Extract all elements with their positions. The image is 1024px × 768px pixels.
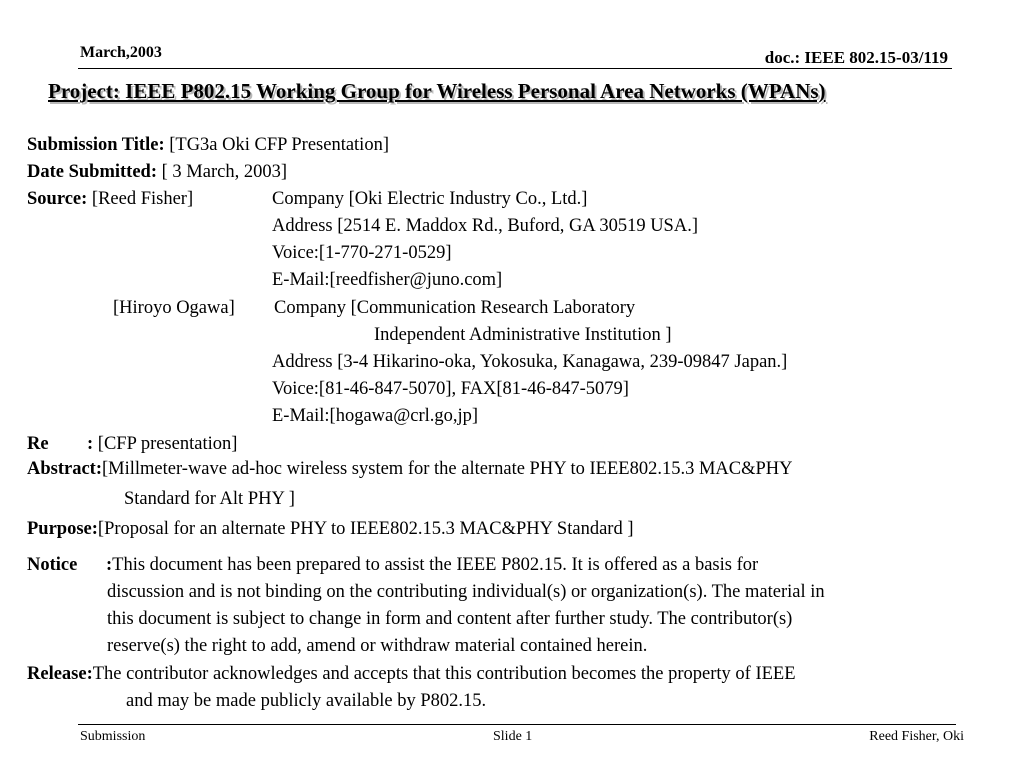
re-row (27, 434, 237, 455)
source-label: Source: (27, 189, 88, 209)
purpose-value: [Proposal for an alternate PHY to IEEE802.15.3 MAC&PHY Standard ] (97, 519, 634, 539)
release-line1: The contributor acknowledges and accepts that this contribution becomes the property of IEEE (92, 664, 796, 684)
abstract-line1: [Millmeter-wave ad-hoc wireless system for the alternate PHY to IEEE802.15.3 MAC&PHY (102, 459, 793, 479)
notice-label: Notice (27, 555, 78, 575)
source-row (27, 189, 193, 210)
re-value: [CFP presentation] (97, 434, 238, 454)
author2-name: [Hiroyo Ogawa] (113, 298, 235, 318)
re-colon: : (87, 434, 94, 454)
footer-slide-number: Slide 1 (493, 729, 533, 744)
release-row (27, 664, 796, 685)
date-submitted-label: Date Submitted: (27, 162, 158, 182)
author2-address: Address [3-4 Hikarino-oka, Yokosuka, Kanagawa, 239-09847 Japan.] (272, 352, 788, 372)
abstract-line2: Standard for Alt PHY ] (124, 489, 295, 509)
notice-line2: discussion and is not binding on the contributing individual(s) or organization(s). The material in (107, 582, 825, 602)
notice-colon: : (106, 555, 113, 575)
author1-company: Company [Oki Electric Industry Co., Ltd.] (272, 189, 588, 209)
date-submitted-value: [ 3 March, 2003] (161, 162, 287, 182)
notice-line1: This document has been prepared to assist the IEEE P802.15. It is offered as a basis for (112, 555, 759, 575)
author2-company: Company [Communication Research Laboratory (274, 298, 636, 318)
release-label: Release: (27, 664, 93, 684)
author1-voice: Voice:[1-770-271-0529] (272, 243, 452, 263)
submission-title-value: [TG3a Oki CFP Presentation] (169, 135, 389, 155)
header-divider (78, 68, 952, 69)
submission-title-row (27, 135, 389, 156)
footer-divider (78, 724, 956, 725)
footer-author: Reed Fisher, Oki (869, 729, 964, 744)
author2-voice: Voice:[81-46-847-5070], FAX[81-46-847-5079] (272, 379, 629, 399)
project-title: Project: IEEE P802.15 Working Group for Wireless Personal Area Networks (WPANs) (48, 79, 826, 103)
abstract-row (27, 459, 793, 480)
notice-row (27, 555, 758, 576)
date-submitted-row (27, 162, 287, 183)
release-line2: and may be made publicly available by P802.15. (126, 691, 487, 711)
author1-email: E-Mail:[reedfisher@juno.com] (272, 270, 503, 290)
footer-submission: Submission (80, 729, 146, 744)
header-doc-id: doc.: IEEE 802.15-03/119 (764, 48, 948, 67)
header-date: March,2003 (80, 44, 162, 61)
purpose-label: Purpose: (27, 519, 98, 539)
author2-company-cont: Independent Administrative Institution ] (374, 325, 672, 345)
abstract-label: Abstract: (27, 459, 103, 479)
author2-email: E-Mail:[hogawa@crl.go,jp] (272, 406, 479, 426)
submission-title-label: Submission Title: (27, 135, 165, 155)
purpose-row (27, 519, 633, 540)
notice-line3: this document is subject to change in form and content after further study. The contributor(s) (107, 609, 793, 629)
author1-name: [Reed Fisher] (91, 189, 194, 209)
re-label: Re (27, 434, 49, 454)
notice-line4: reserve(s) the right to add, amend or withdraw material contained herein. (107, 636, 648, 656)
author1-address: Address [2514 E. Maddox Rd., Buford, GA 30519 USA.] (272, 216, 698, 236)
